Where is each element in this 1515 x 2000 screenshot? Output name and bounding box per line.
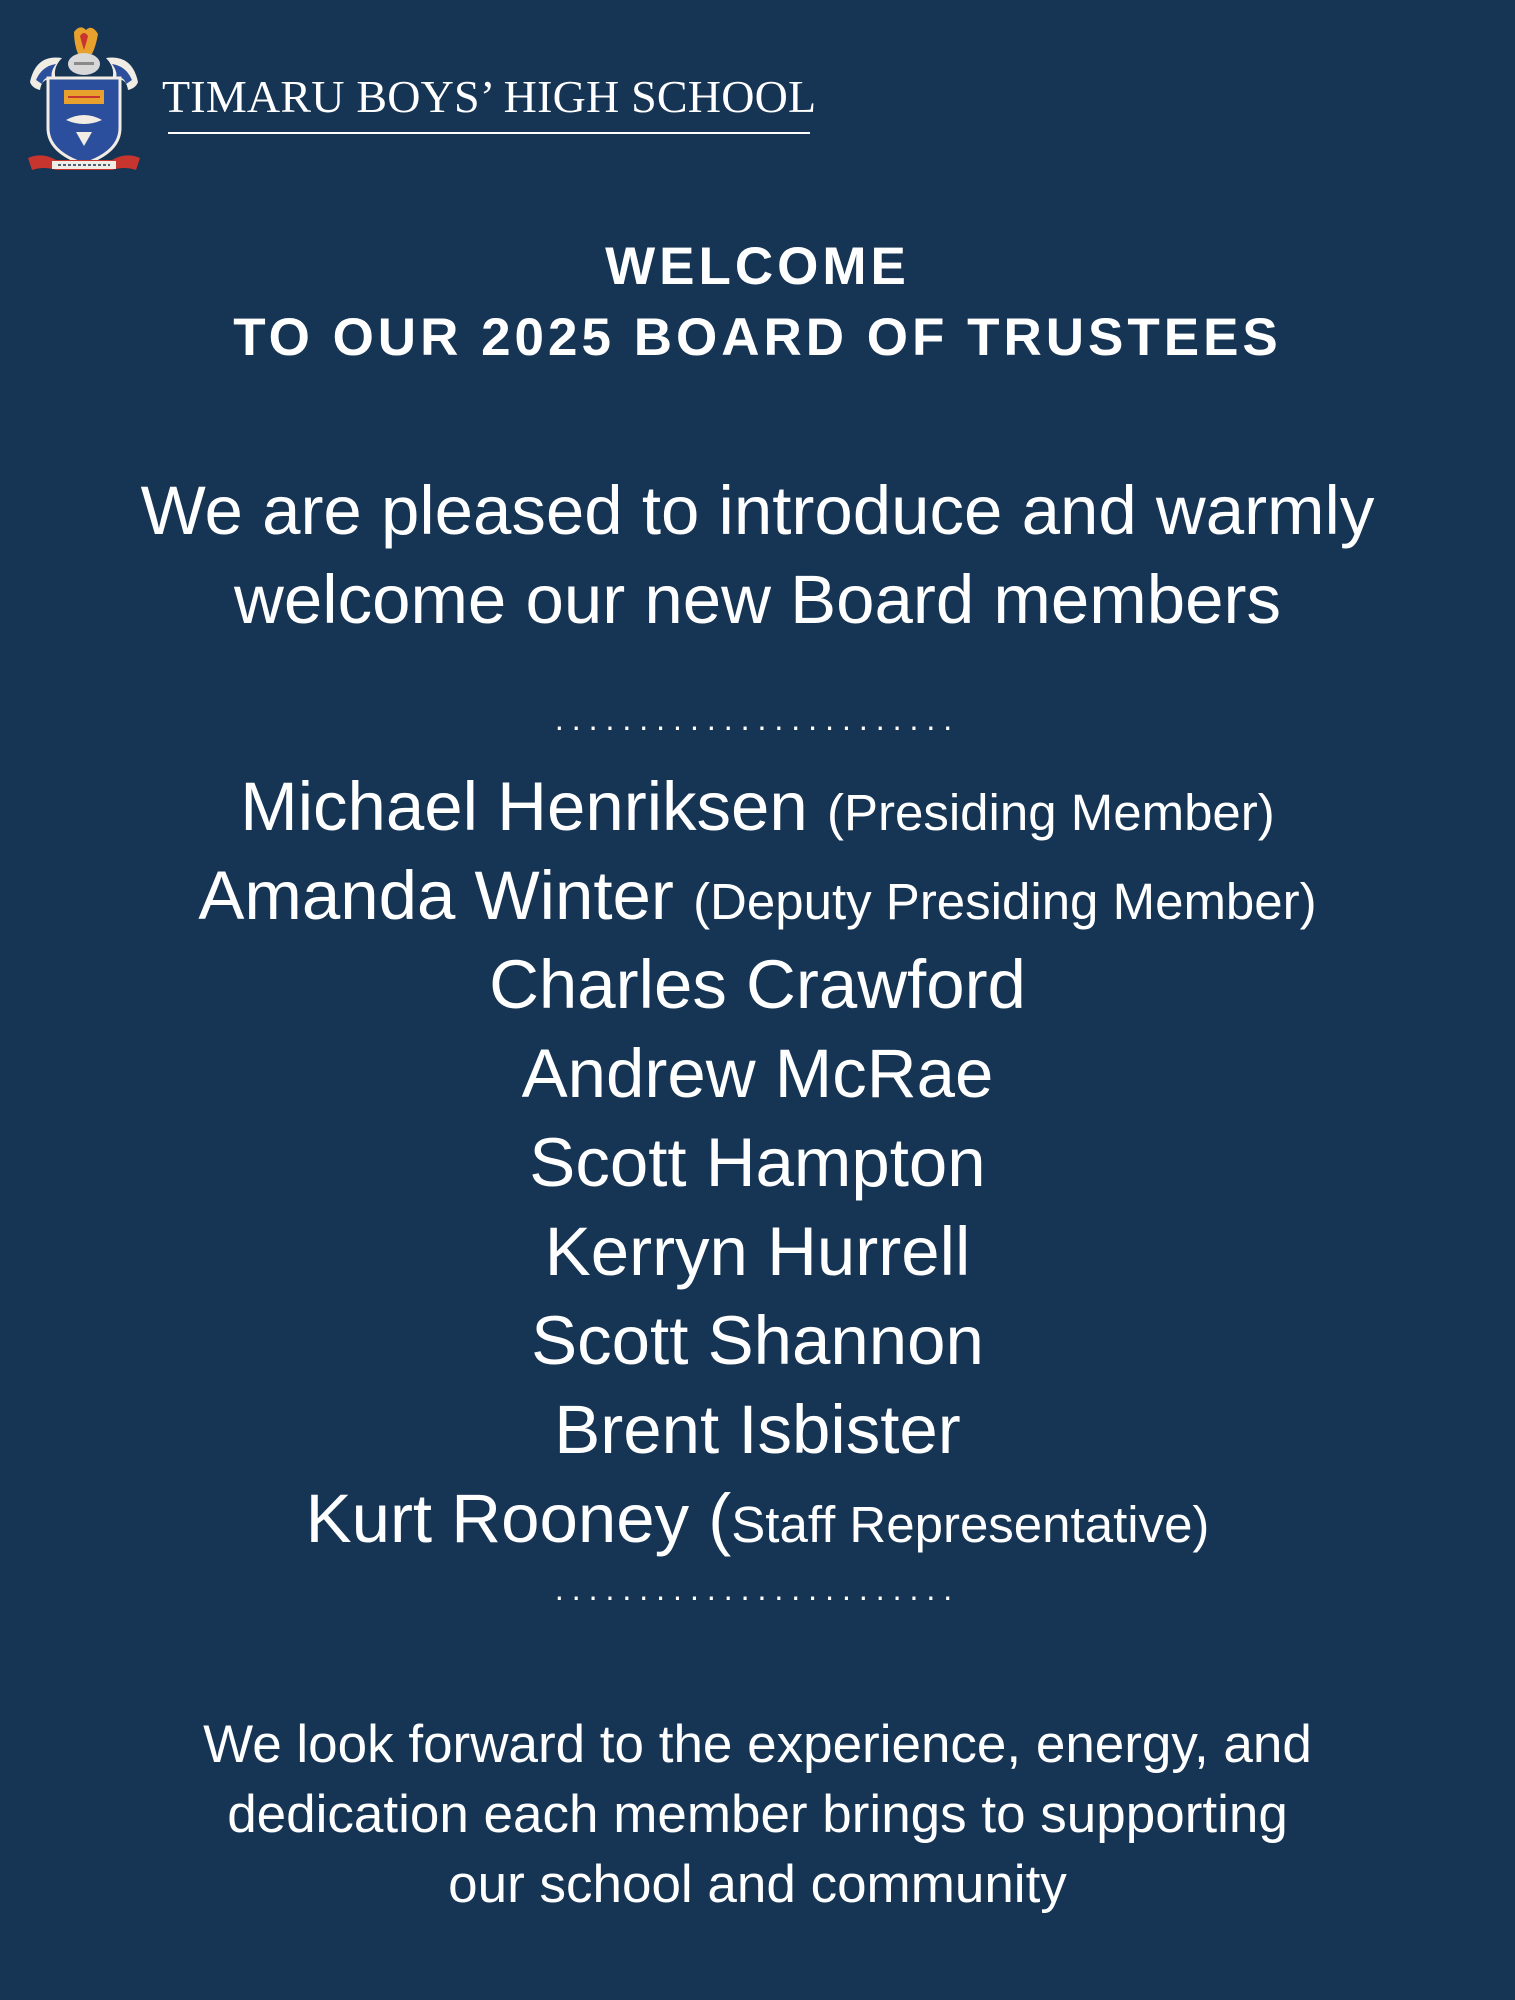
dotted-separator-top: ........................ <box>554 701 961 737</box>
member-name: Scott Shannon <box>531 1302 984 1379</box>
school-crest-icon <box>22 24 146 178</box>
member-role: (Presiding Member) <box>826 784 1275 841</box>
member-name: Michael Henriksen <box>240 768 808 845</box>
closing-line-1: We look forward to the experience, energy, and <box>203 1715 1312 1774</box>
dotted-separator-bottom: ........................ <box>554 1571 961 1607</box>
member-name: Brent Isbister <box>554 1391 961 1468</box>
member-scott-shannon <box>0 1302 1515 1379</box>
member-name: Kurt Rooney ( <box>305 1480 732 1557</box>
member-name: Andrew McRae <box>521 1035 994 1112</box>
closing-line-2: dedication each member brings to supporting <box>227 1785 1288 1844</box>
member-andrew-mcrae <box>0 1035 1515 1112</box>
member-role: Staff Representative) <box>731 1496 1210 1553</box>
member-name: Kerryn Hurrell <box>544 1213 971 1290</box>
board-heading: TO OUR 2025 BOARD OF TRUSTEES <box>233 308 1282 367</box>
header <box>22 24 822 184</box>
member-kerryn-hurrell <box>0 1213 1515 1290</box>
school-name: TIMARU BOYS’ HIGH SCHOOL <box>162 71 817 122</box>
member-name: Charles Crawford <box>489 946 1026 1023</box>
intro-line-2: welcome our new Board members <box>234 561 1281 638</box>
school-name-underline <box>168 132 810 134</box>
member-kurt-rooney <box>0 1480 1515 1557</box>
member-name: Scott Hampton <box>529 1124 986 1201</box>
member-amanda-winter <box>0 857 1515 934</box>
member-name: Amanda Winter <box>198 857 674 934</box>
member-charles-crawford <box>0 946 1515 1023</box>
member-michael-henriksen <box>0 768 1515 845</box>
member-role: (Deputy Presiding Member) <box>693 873 1317 930</box>
intro-line-1: We are pleased to introduce and warmly <box>140 472 1375 549</box>
welcome-heading: WELCOME <box>605 237 910 296</box>
member-brent-isbister <box>0 1391 1515 1468</box>
closing-line-3: our school and community <box>448 1855 1067 1914</box>
member-scott-hampton <box>0 1124 1515 1201</box>
